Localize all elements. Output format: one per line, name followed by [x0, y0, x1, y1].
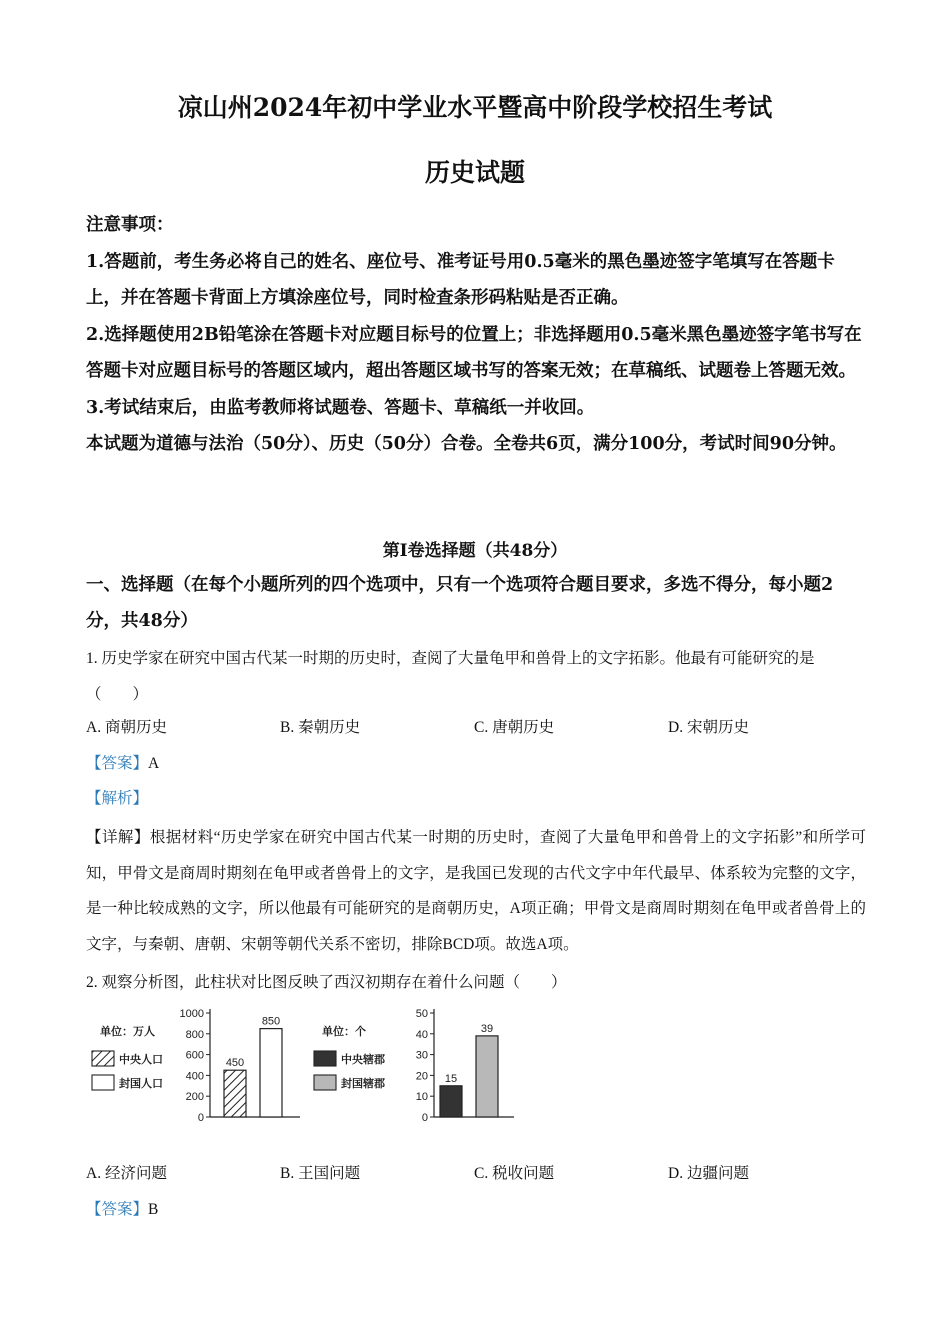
option-c: C. 税收问题	[474, 1165, 555, 1182]
y-tick-label: 600	[185, 1049, 204, 1062]
legend-swatch	[314, 1051, 336, 1066]
y-tick-label: 200	[185, 1091, 204, 1104]
answer-value: A	[148, 755, 160, 772]
data-label: 850	[261, 1015, 281, 1028]
answer-label: 【答案】	[86, 755, 149, 772]
question-2-options	[86, 1161, 866, 1191]
option-a: A. 经济问题	[86, 1165, 167, 1182]
y-tick-label: 40	[415, 1028, 428, 1041]
exam-subtitle: 历史试题	[424, 158, 525, 187]
answer-label: 【答案】	[86, 1201, 149, 1218]
option-d: D. 宋朝历史	[668, 719, 749, 736]
notes-heading: 注意事项：	[86, 215, 174, 235]
option-d: D. 边疆问题	[668, 1165, 749, 1182]
question-1-stem: 1. 历史学家在研究中国古代某一时期的历史时，查阅了大量龟甲和兽骨上的文字拓影。他最有可能研究的是（ ）	[86, 650, 815, 703]
population-chart	[92, 1008, 300, 1124]
y-tick-label: 0	[421, 1112, 428, 1124]
y-tick-label: 1000	[179, 1008, 204, 1020]
prefecture-chart	[314, 1008, 514, 1124]
bar	[476, 1036, 498, 1117]
y-tick-label: 0	[197, 1112, 204, 1124]
option-c: C. 唐朝历史	[474, 719, 555, 736]
option-a: A. 商朝历史	[86, 719, 167, 736]
legend-swatch	[314, 1075, 336, 1090]
y-tick-label: 50	[415, 1008, 428, 1020]
bar	[260, 1029, 282, 1117]
unit-label: 单位：个	[322, 1026, 366, 1038]
analysis-label: 【解析】	[86, 790, 149, 807]
option-b: B. 秦朝历史	[280, 719, 361, 736]
legend-label: 封国辖郡	[341, 1078, 385, 1090]
detail-text: 根据材料“历史学家在研究中国古代某一时期的历史时，查阅了大量龟甲和兽骨上的文字拓影”和所学可知，甲骨文是商周时期刻在龟甲或者兽骨上的文字，是我国已发现的古代文字中年代最早、体系较为完整的文字，是一种比较成熟的文字，所以他最有可能研究的是商朝历史，A项正确；甲骨文是商周时期刻在龟甲或者兽骨上的文字，与秦朝、唐朝、宋朝等朝代关系不密切，排除BCD项。故选A项。	[86, 829, 866, 953]
question-1-detail	[86, 820, 866, 962]
part-title: 第Ⅰ卷选择题（共48分）	[382, 541, 568, 561]
question-1-analysis	[86, 786, 148, 808]
y-tick-label: 10	[415, 1091, 428, 1104]
legend-label: 中央人口	[119, 1054, 163, 1066]
note-item: 2.选择题使用2B铅笔涂在答题卡对应题目标号的位置上；非选择题用0.5毫米黑色墨迹签字笔书写在答题卡对应题目标号的答题区域内，超出答题区域书写的答案无效；在草稿纸、试题卷上答题无效。	[86, 324, 862, 381]
y-tick-label: 400	[185, 1070, 204, 1083]
note-item: 1.答题前，考生务必将自己的姓名、座位号、准考证号用0.5毫米的黑色墨迹签字笔填写在答题卡上，并在答题卡背面上方填涂座位号，同时检查条形码粘贴是否正确。	[86, 251, 835, 308]
data-label: 15	[444, 1072, 458, 1085]
note-item: 3.考试结束后，由监考教师将试题卷、答题卡、草稿纸一并收回。	[86, 397, 595, 418]
legend-swatch	[92, 1051, 114, 1066]
legend-label: 中央辖郡	[341, 1054, 385, 1066]
data-label: 39	[480, 1022, 494, 1035]
bar	[440, 1086, 462, 1117]
question-1-options	[86, 715, 866, 745]
legend-label: 封国人口	[119, 1078, 163, 1090]
option-b: B. 王国问题	[280, 1165, 361, 1182]
bar	[224, 1070, 246, 1117]
exam-title: 凉山州2024年初中学业水平暨高中阶段学校招生考试	[177, 93, 773, 122]
detail-label: 【详解】	[86, 829, 150, 846]
note-item: 本试题为道德与法治（50分）、历史（50分）合卷。全卷共6页，满分100分，考试时间90分钟。	[86, 434, 847, 454]
notes-block	[86, 207, 866, 463]
unit-label: 单位：万人	[100, 1026, 155, 1038]
y-tick-label: 800	[185, 1028, 204, 1041]
question-2-answer	[86, 1197, 158, 1219]
legend-swatch	[92, 1075, 114, 1090]
question-1-answer	[86, 751, 159, 773]
data-label: 450	[225, 1057, 245, 1070]
answer-value: B	[148, 1201, 159, 1218]
comparison-bar-charts	[88, 1005, 538, 1130]
question-2-stem: 2. 观察分析图，此柱状对比图反映了西汉初期存在着什么问题（ ）	[86, 974, 567, 991]
y-tick-label: 20	[415, 1070, 428, 1083]
section-instructions: 一、选择题（在每个小题所列的四个选项中，只有一个选项符合题目要求，多选不得分，每小题2分，共48分）	[86, 575, 834, 631]
y-tick-label: 30	[415, 1049, 428, 1062]
